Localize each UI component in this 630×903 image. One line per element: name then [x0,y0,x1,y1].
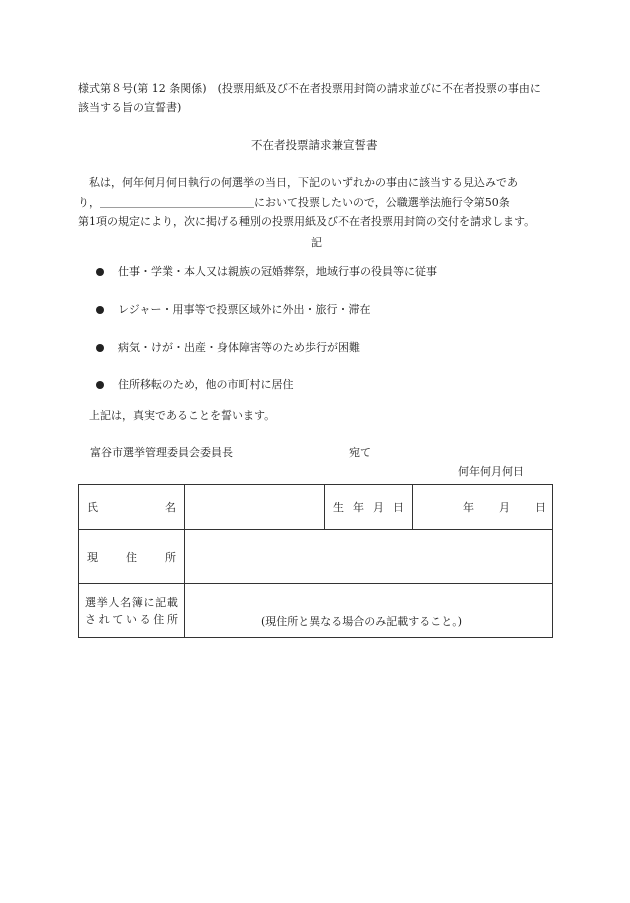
name-label: 氏 名 [79,485,185,530]
reason-item-4: 住所移転のため，他の市町村に居住 [118,378,294,391]
oath-statement: 上記は，真実であることを誓います。 [89,409,276,422]
form-number-line1: 様式第８号(第 12 条関係) (投票用紙及び不在者投票用封筒の請求並びに不在者投票の事由に [78,82,541,95]
applicant-table [78,484,553,638]
body-line-1: 私は，何年何月何日執行の何選挙の当日，下記のいずれかの事由に該当する見込みであ [89,176,518,189]
body-line-3: 第1項の規定により，次に掲げる種別の投票用紙及び不在者投票用封筒の交付を請求します。 [78,215,536,228]
bullet-icon [96,344,104,352]
birthdate-field[interactable]: 年 月 日 [413,485,553,530]
body-line-2: り，＿＿＿＿＿＿＿＿＿＿＿＿＿＿において投票したいので，公職選挙法施行令第50条 [78,196,510,209]
form-number-line2: 該当する旨の宣誓書) [78,101,182,114]
date-placeholder: 何年何月何日 [458,465,524,478]
birthdate-label: 生 年 月 日 [325,485,413,530]
document-title: 不在者投票請求兼宣誓書 [251,138,378,152]
registry-address-label: 選 挙 人 名 簿 に 記 載 さ れ て い る 住 所 [79,584,185,638]
bullet-icon [96,306,104,314]
registry-address-field[interactable] [185,584,553,638]
bullet-icon [96,381,104,389]
name-field[interactable] [185,485,325,530]
bullet-icon [96,268,104,276]
registry-address-row [79,584,553,638]
reason-item-2: レジャー・用事等で投票区域外に外出・旅行・滞在 [118,303,371,316]
reason-item-3: 病気・けが・出産・身体障害等のため歩行が困難 [118,341,360,354]
ki-heading: 記 [311,236,322,249]
registry-address-note: (現住所と異なる場合のみ記載すること。) [261,615,463,628]
addressee-suffix: 宛て [349,446,371,459]
reason-item-1: 仕事・学業・本人又は親族の冠婚葬祭，地域行事の役員等に従事 [118,265,437,278]
address-label: 現 住 所 [79,530,185,584]
addressee: 富谷市選挙管理委員会委員長 [90,446,233,459]
name-row [79,485,553,530]
address-field[interactable] [185,530,553,584]
address-row [79,530,553,584]
